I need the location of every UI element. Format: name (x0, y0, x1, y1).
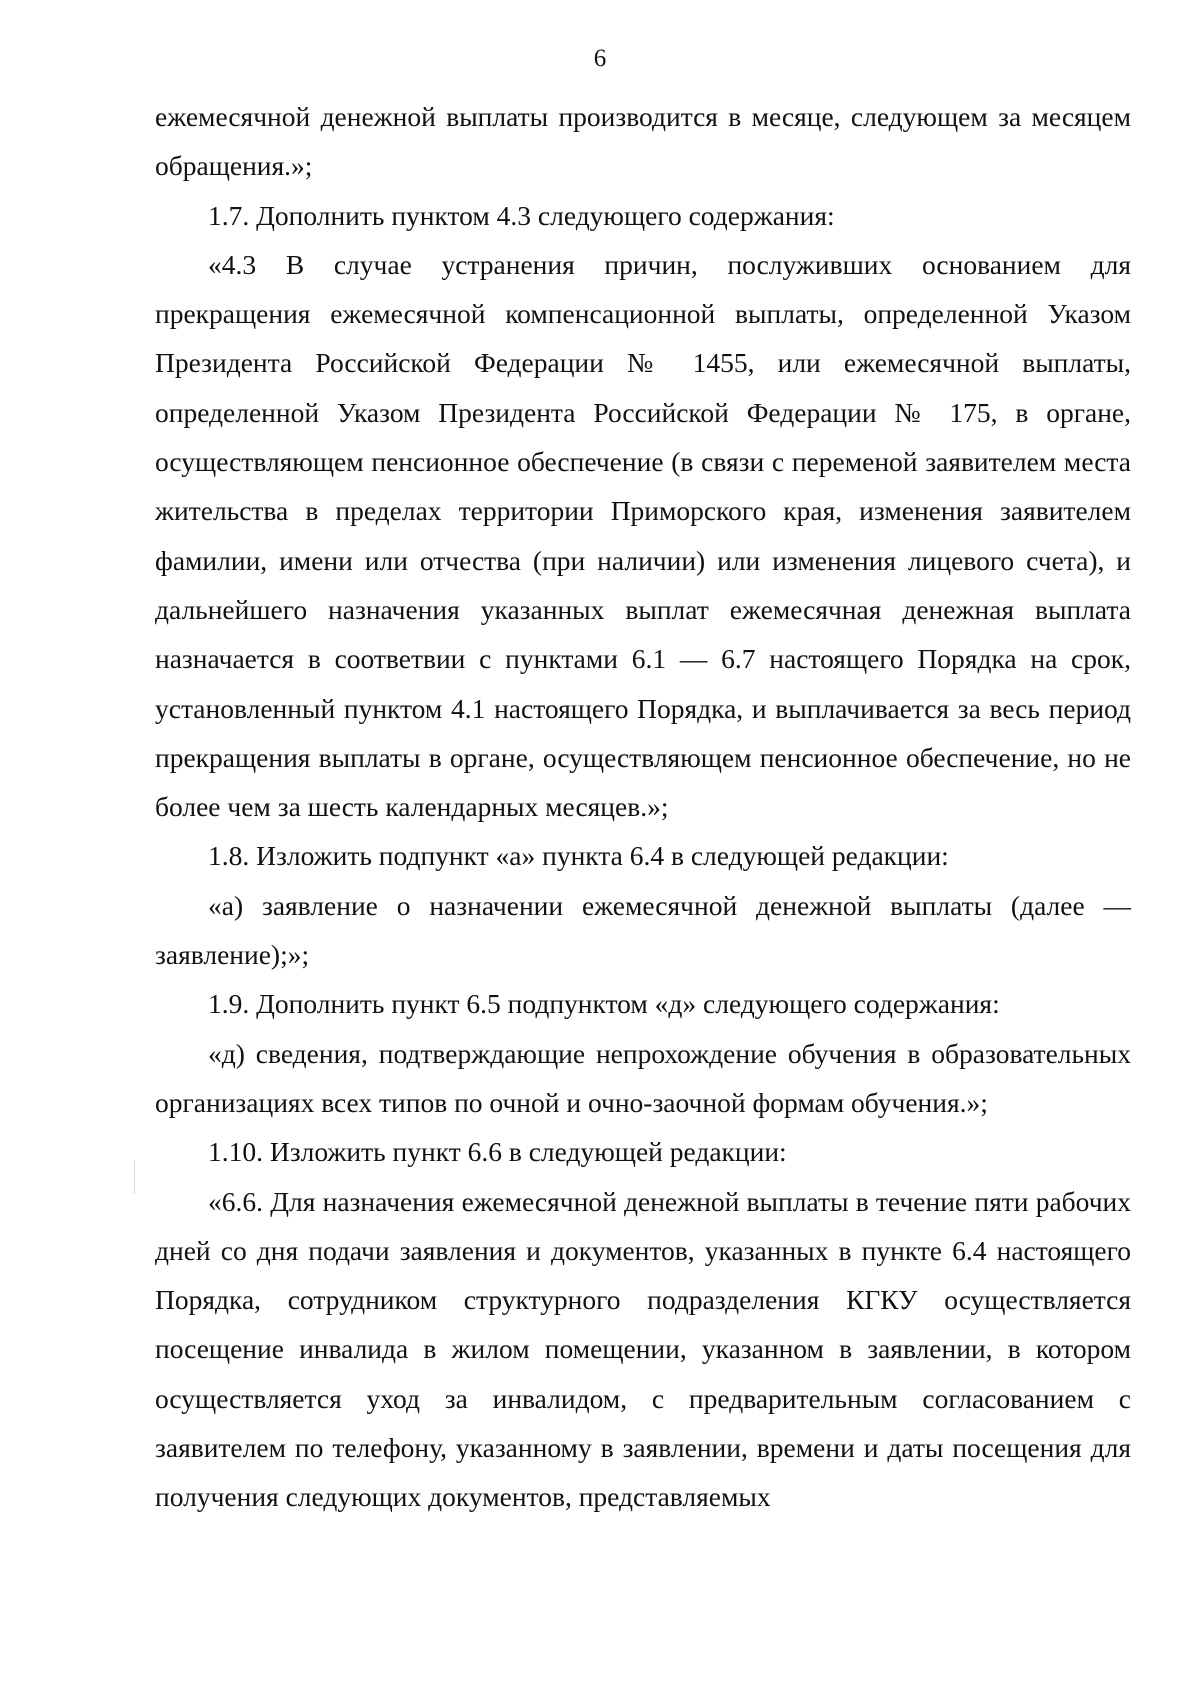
paragraph-clause-4-3: «4.3 В случае устранения причин, послуживших основанием для прекращения ежемесячной компенсационной выплаты, определенной Указом Президента Российской Федерации № 1455, или ежемесячной выплаты, определенной Указом Президента Российской Федерации № 175, в органе, осуществляющем пенсионное обеспечение (в связи с переменой заявителем места жительства в пределах территории Приморского края, изменения заявителем фамилии, имени или отчества (при наличии) или изменения лицевого счета), и дальнейшего назначения указанных выплат ежемесячная денежная выплата назначается в соответвии с пунктами 6.1 — 6.7 настоящего Порядка на срок, установленный пунктом 4.1 настоящего Порядка, и выплачивается за весь период прекращения выплаты в органе, осуществляющем пенсионное обеспечение, но не более чем за шесть календарных месяцев.»; (155, 248, 1131, 823)
page-number: 6 (593, 45, 607, 72)
paragraph-subclause-d: «д) сведения, подтверждающие непрохождение обучения в образовательных организациях всех типов по очной и очно-заочной формам обучения.»; (155, 1037, 1131, 1118)
paragraph-subclause-a: «а) заявление о назначении ежемесячной денежной выплаты (далее — заявление);»; (155, 889, 1131, 971)
document-body (155, 92, 1131, 1522)
paragraph-continuation: ежемесячной денежной выплаты производится в месяце, следующем за месяцем обращения.»; (155, 101, 1131, 182)
paragraph-item-1-7: 1.7. Дополнить пунктом 4.3 следующего содержания: (208, 199, 835, 231)
scan-artifact-line (134, 1160, 135, 1194)
paragraph-item-1-9: 1.9. Дополнить пункт 6.5 подпунктом «д» следующего содержания: (208, 988, 1000, 1020)
paragraph-item-1-10: 1.10. Изложить пункт 6.6 в следующей редакции: (208, 1136, 787, 1168)
paragraph-item-1-8: 1.8. Изложить подпункт «а» пункта 6.4 в следующей редакции: (208, 840, 949, 872)
paragraph-clause-6-6: «6.6. Для назначения ежемесячной денежной выплаты в течение пяти рабочих дней со дня подачи заявления и документов, указанных в пункте 6.4 настоящего Порядка, сотрудником структурного подразделения КГКУ осуществляется посещение инвалида в жилом помещении, указанном в заявлении, в котором осуществляется уход за инвалидом, с предварительным согласованием с заявителем по телефону, указанному в заявлении, времени и даты посещения для получения следующих документов, представляемых (155, 1185, 1131, 1513)
